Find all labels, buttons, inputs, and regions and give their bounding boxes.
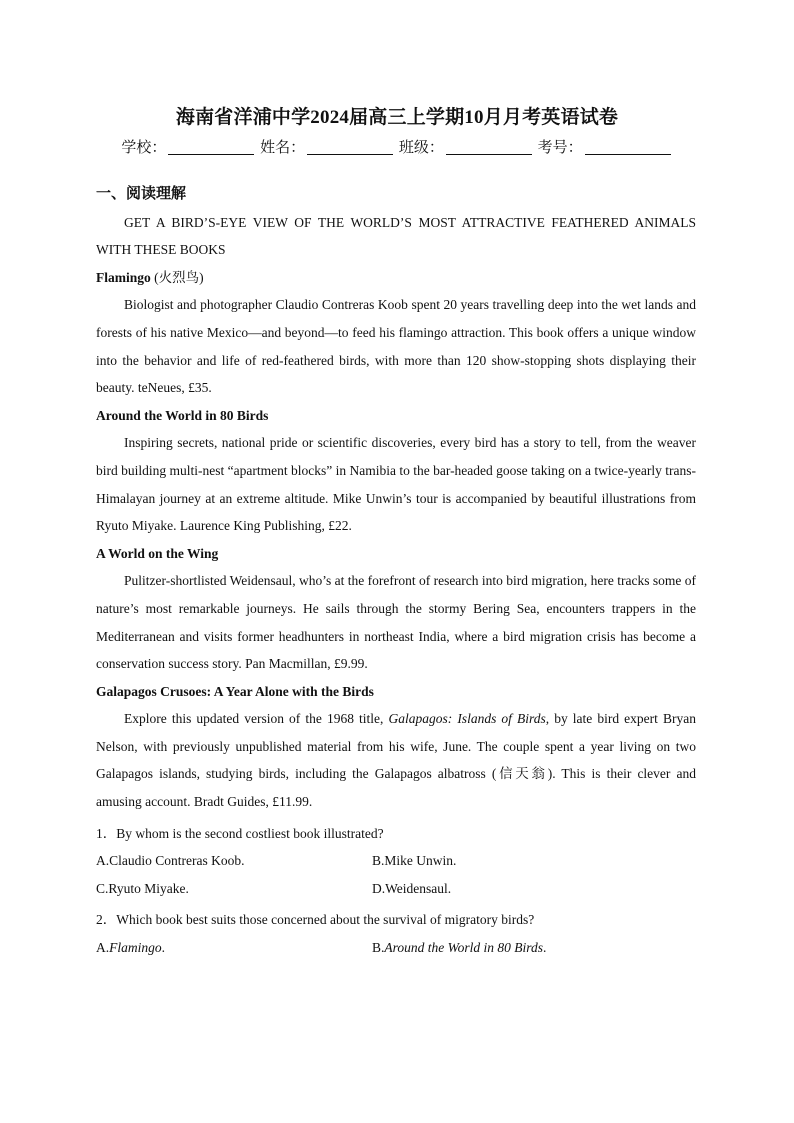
question-2-stem: 2．Which book best suits those concerned about the survival of migratory birds? — [96, 912, 535, 928]
question-1-option-a[interactable]: A.Claudio Contreras Koob. — [96, 853, 245, 869]
name-label: 姓名： — [260, 140, 306, 156]
question-1-option-d[interactable]: D.Weidensaul. — [372, 880, 452, 896]
book-title-world-on-the-wing: A World on the Wing — [96, 545, 219, 561]
school-blank[interactable] — [168, 139, 254, 155]
class-label: 班级： — [398, 140, 444, 156]
book-body-world-on-the-wing: Pulitzer-shortlisted Weidensaul, who’s at the forefront of research into bird migration, here tracks some of nature’s most remarkable journeys. He sails through the stormy Bering Sea, encounters trappers in the Mediterranean and visits former headhunters in northeast India, where a bird migration crisis has become a conservation success story. Pan Macmillan, £9.99. — [96, 573, 696, 672]
school-label: 学校： — [121, 140, 167, 156]
book-title-galapagos-crusoes: Galapagos Crusoes: A Year Alone with the Birds — [96, 683, 374, 699]
question-1-stem: 1．By whom is the second costliest book illustrated? — [96, 825, 384, 841]
question-1-option-b[interactable]: B.Mike Unwin. — [372, 853, 457, 869]
exam-title: 海南省洋浦中学2024届高三上学期10月月考英语试卷 — [175, 107, 619, 128]
class-blank[interactable] — [446, 139, 532, 155]
book-body-around-the-world: Inspiring secrets, national pride or scientific discoveries, every bird has a story to tell, from the weaver bird building multi-nest “apartment blocks” in Namibia to the bar-headed goose taking on a twice-yearly trans-Himalayan journey at an extreme altitude. Mike Unwin’s tour is accompanied by beautiful illustrations from Ryuto Miyake. Laurence King Publishing, £22. — [96, 435, 696, 534]
question-1-options-row-1 — [96, 847, 696, 875]
exam-content — [96, 181, 696, 962]
question-1-options-row-2 — [96, 875, 696, 903]
question-2-option-a[interactable]: A.Flamingo. — [96, 940, 165, 956]
section-heading: 一、阅读理解 — [96, 186, 187, 202]
student-info-line — [0, 136, 794, 157]
question-2-option-b[interactable]: B.Around the World in 80 Birds. — [372, 940, 547, 956]
passage-heading: GET A BIRD’S-EYE VIEW OF THE WORLD’S MOST ATTRACTIVE FEATHERED ANIMALS WITH THESE BOOKS — [96, 214, 696, 258]
exam-number-blank[interactable] — [585, 139, 671, 155]
book-body-flamingo: Biologist and photographer Claudio Contreras Koob spent 20 years travelling deep into the wet lands and forests of his native Mexico—and beyond—to feed his flamingo attraction. This book offers a unique window into the behavior and life of red-feathered birds, with more than 120 show-stopping shots displaying their beauty. teNeues, £35. — [96, 297, 696, 396]
question-2-options-row-1 — [96, 934, 696, 962]
book-title-flamingo: Flamingo (火烈鸟) — [96, 269, 204, 285]
book-title-around-the-world: Around the World in 80 Birds — [96, 407, 269, 423]
question-1-option-c[interactable]: C.Ryuto Miyake. — [96, 880, 189, 896]
book-body-galapagos-crusoes: Explore this updated version of the 1968 title, Galapagos: Islands of Birds, by late bird expert Bryan Nelson, with previously unpublished material from his wife, June. The couple spent a year living on two Galapagos islands, studying birds, including the Galapagos albatross (信天翁). This is their clever and amusing account. Bradt Guides, £11.99. — [96, 711, 696, 810]
exam-number-label: 考号： — [537, 140, 583, 156]
name-blank[interactable] — [307, 139, 393, 155]
